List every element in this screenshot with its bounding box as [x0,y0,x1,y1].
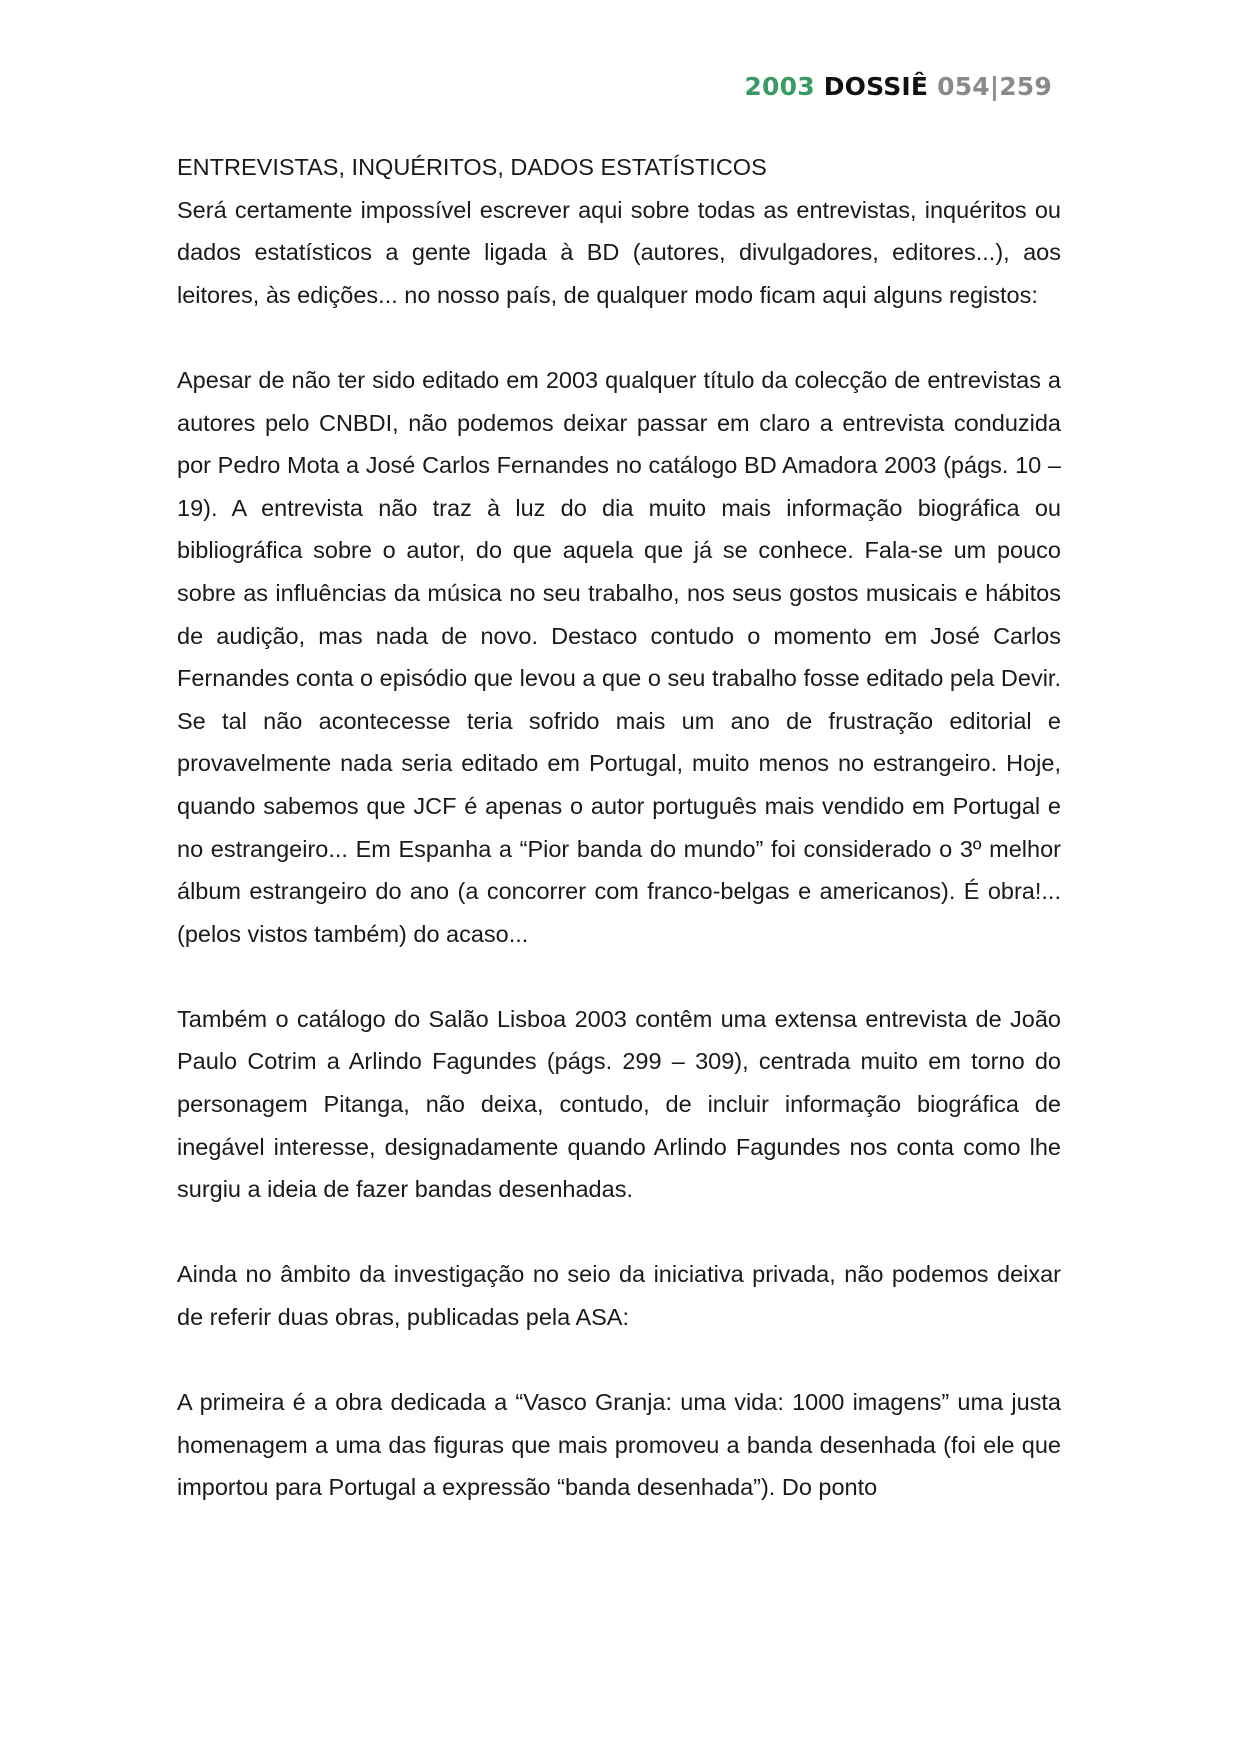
header-page-number: 054|259 [937,72,1052,101]
document-body [177,146,1061,1509]
header-year: 2003 [744,72,815,101]
paragraph-gap [177,1211,1061,1254]
paragraph-gap [177,316,1061,359]
paragraph-intro: Será certamente impossível escrever aqui sobre todas as entrevistas, inquéritos ou dados estatísticos a gente ligada à BD (autores, divulgadores, editores...), aos leitores, às edições... no nosso país, de qualquer modo ficam aqui alguns registos: [177,196,1061,308]
paragraph-gap [177,1339,1061,1382]
paragraph-vasco-granja: A primeira é a obra dedicada a “Vasco Granja: uma vida: 1000 imagens” uma justa homenagem a uma das figuras que mais promoveu a banda desenhada (foi ele que importou para Portugal a expressão “banda desenhada”). Do ponto [177,1389,1061,1501]
paragraph-salao-lisboa: Também o catálogo do Salão Lisboa 2003 contêm uma extensa entrevista de João Paulo Cotrim a Arlindo Fagundes (págs. 299 – 309), centrada muito em torno do personagem Pitanga, não deixa, contudo, de incluir informação biográfica de inegável interesse, designadamente quando Arlindo Fagundes nos conta como lhe surgiu a ideia de fazer bandas desenhadas. [177,1005,1061,1203]
page-header [744,72,1052,101]
header-title: DOSSIÊ [823,72,929,101]
section-title: ENTREVISTAS, INQUÉRITOS, DADOS ESTATÍSTICOS [177,154,767,180]
paragraph-asa-intro: Ainda no âmbito da investigação no seio da iniciativa privada, não podemos deixar de referir duas obras, publicadas pela ASA: [177,1261,1061,1331]
paragraph-jcf-interview: Apesar de não ter sido editado em 2003 qualquer título da colecção de entrevistas a autores pelo CNBDI, não podemos deixar passar em claro a entrevista conduzida por Pedro Mota a José Carlos Fernandes no catálogo BD Amadora 2003 (págs. 10 – 19). A entrevista não traz à luz do dia muito mais informação biográfica ou bibliográfica sobre o autor, do que aquela que já se conhece. Fala-se um pouco sobre as influências da música no seu trabalho, nos seus gostos musicais e hábitos de audição, mas nada de novo. Destaco contudo o momento em José Carlos Fernandes conta o episódio que levou a que o seu trabalho fosse editado pela Devir. Se tal não acontecesse teria sofrido mais um ano de frustração editorial e provavelmente nada seria editado em Portugal, muito menos no estrangeiro. Hoje, quando sabemos que JCF é apenas o autor português mais vendido em Portugal e no estrangeiro... Em Espanha a “Pior banda do mundo” foi considerado o 3º melhor álbum estrangeiro do ano (a concorrer com franco-belgas e americanos). É obra!... (pelos vistos também) do acaso... [177,366,1061,947]
paragraph-gap [177,955,1061,998]
